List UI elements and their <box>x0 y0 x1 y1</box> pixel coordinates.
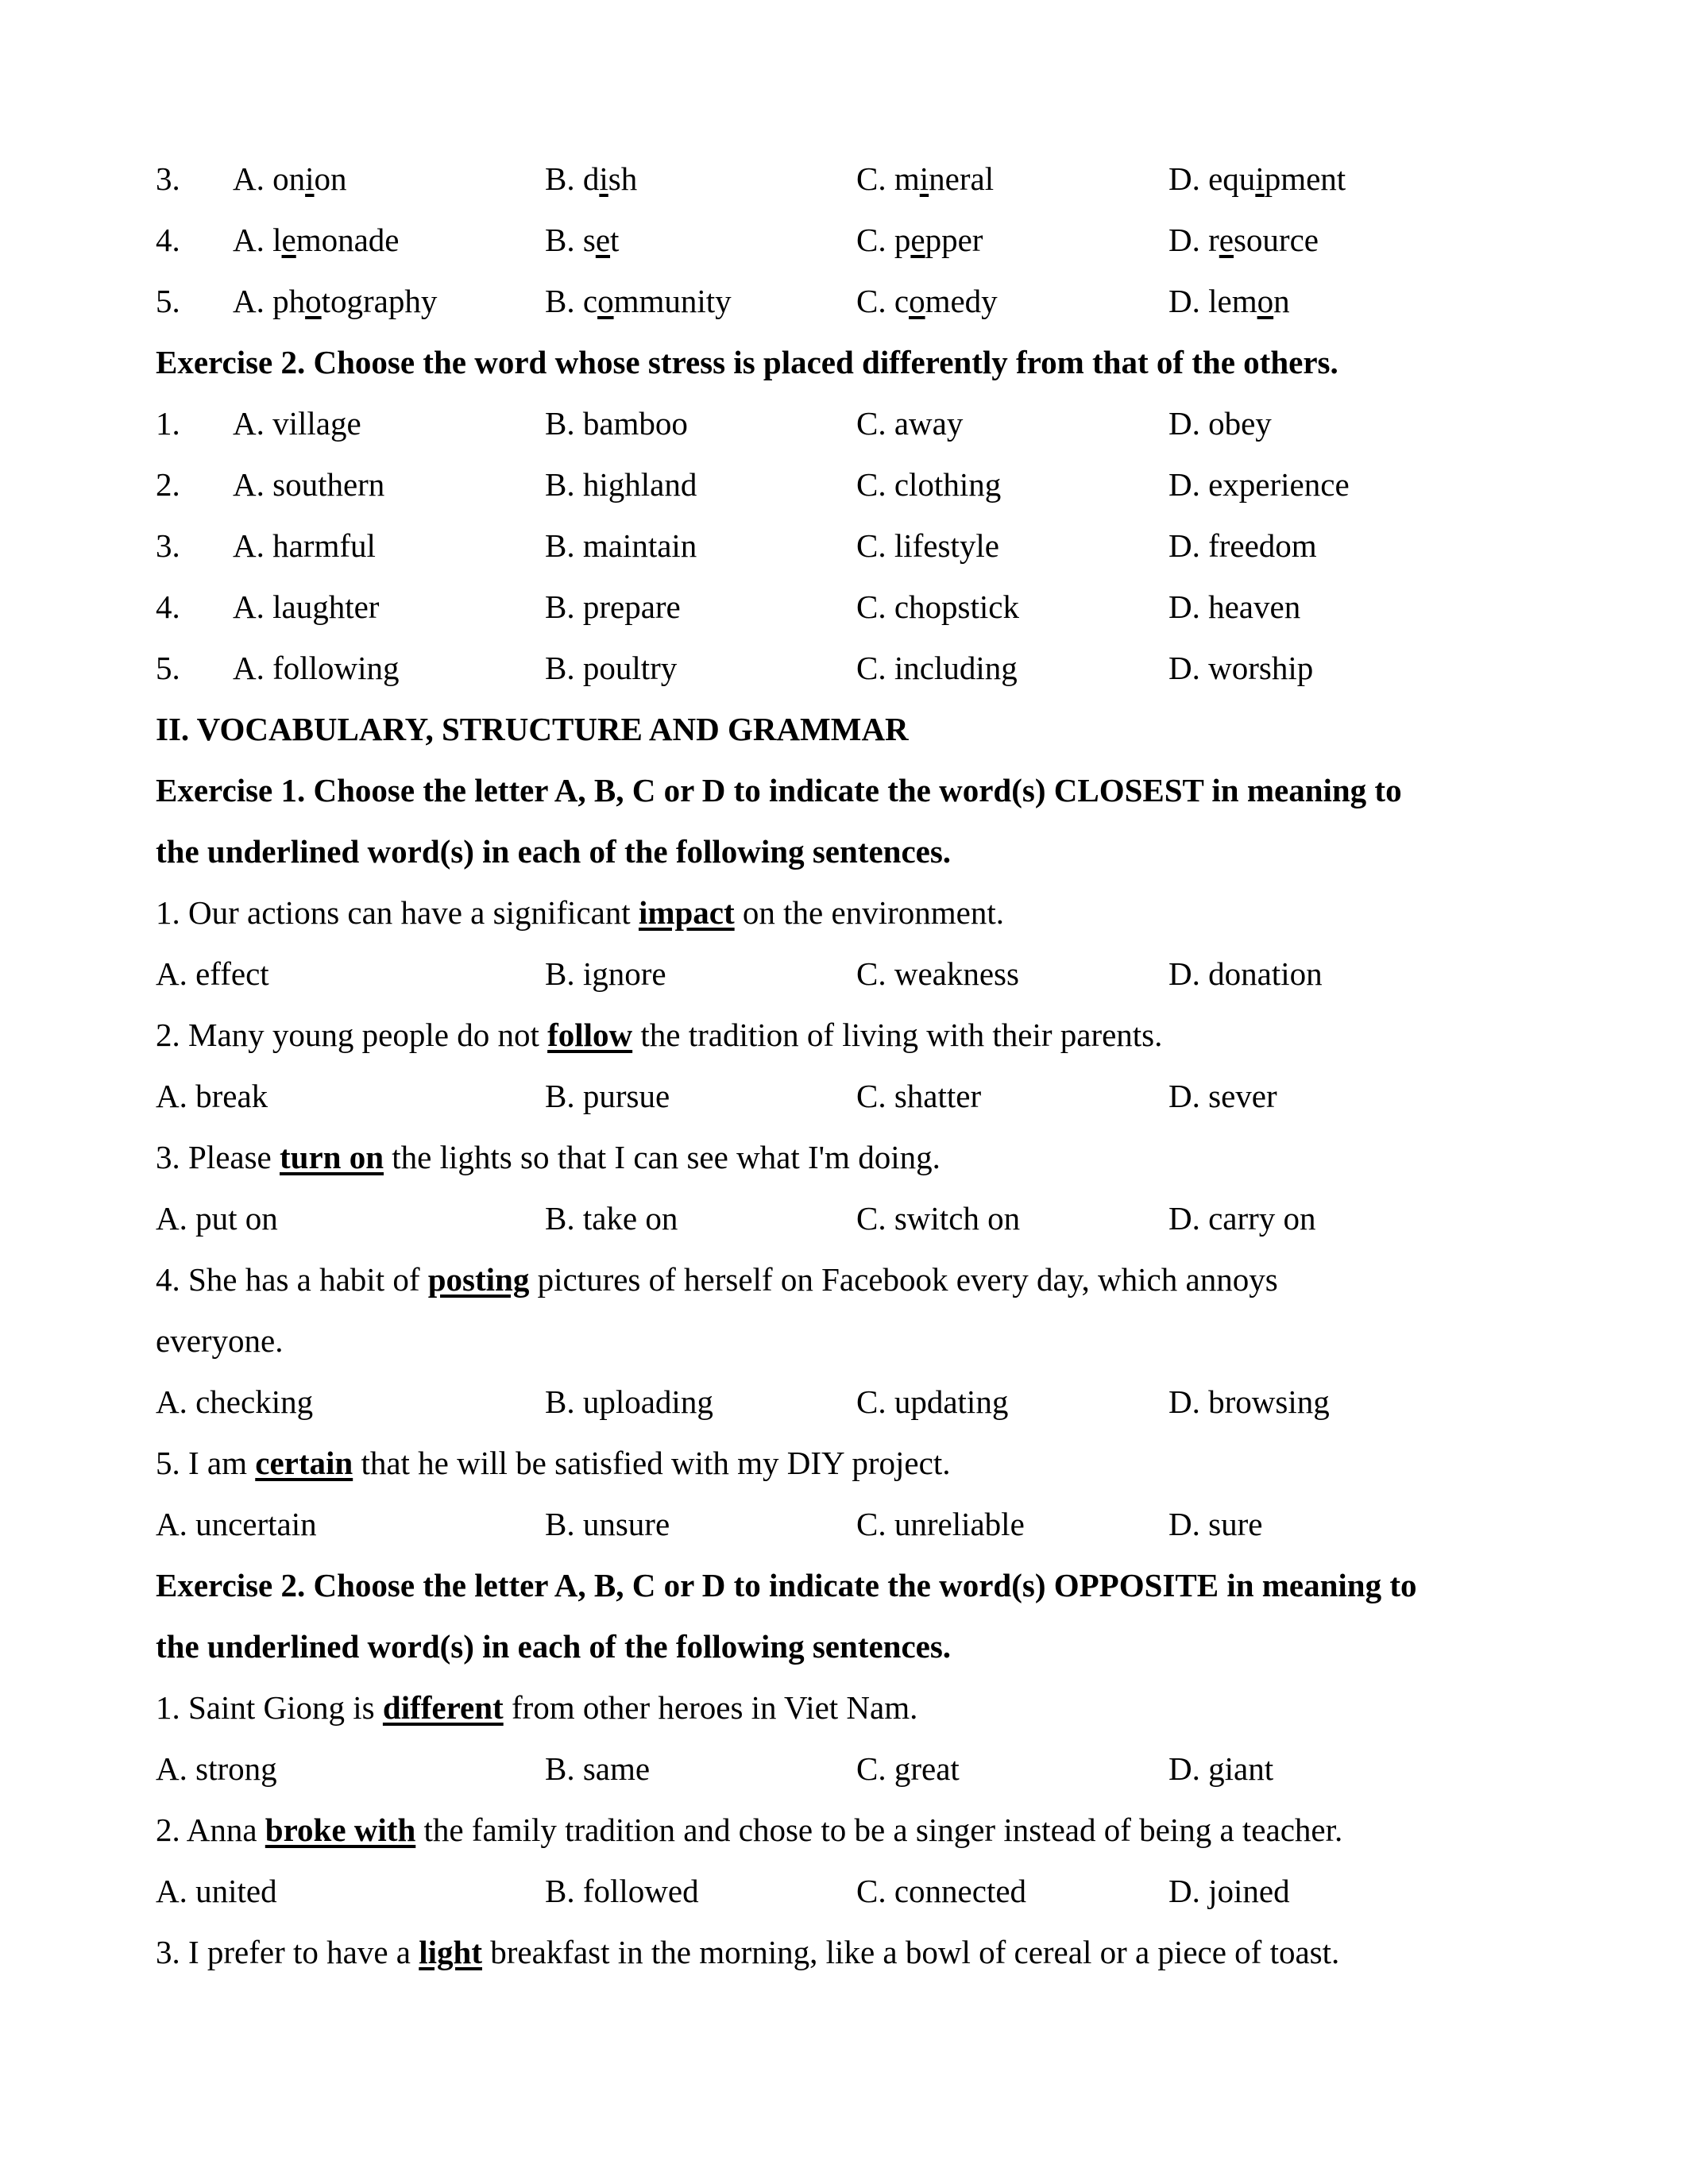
underlined-keyword: posting <box>427 1261 530 1298</box>
option-c: C. great <box>856 1750 960 1787</box>
pronunciation-item-3 <box>156 149 1570 210</box>
option-d: D. joined <box>1168 1873 1290 1909</box>
option-a: A. southern <box>233 466 385 503</box>
option-c: C. updating <box>856 1383 1009 1420</box>
answer-options <box>156 1188 1570 1249</box>
item-number: 5. <box>156 650 180 686</box>
option-d: D. obey <box>1168 405 1272 442</box>
option-a: A. united <box>156 1873 277 1909</box>
option-a: A. laughter <box>233 588 380 625</box>
question-sentence: 2. Anna broke with the family tradition and chose to be a singer instead of being a teacher. <box>156 1812 1343 1848</box>
option-a: A. photography <box>233 283 438 319</box>
option-b: B. prepare <box>545 588 681 625</box>
option-b: B. same <box>545 1750 651 1787</box>
option-c: C. weakness <box>856 955 1019 992</box>
option-d: D. heaven <box>1168 588 1301 625</box>
option-b: B. unsure <box>545 1506 670 1542</box>
stress-item-3 <box>156 515 1570 577</box>
underlined-keyword: follow <box>547 1017 633 1053</box>
option-a: A. uncertain <box>156 1506 317 1542</box>
option-b: B. poultry <box>545 650 678 686</box>
option-a: A. put on <box>156 1200 278 1237</box>
option-b: B. ignore <box>545 955 666 992</box>
exercise-heading-continued: the underlined word(s) in each of the following sentences. <box>156 1628 952 1665</box>
answer-options <box>156 1738 1570 1800</box>
option-c: C. unreliable <box>856 1506 1025 1542</box>
option-a: A. harmful <box>233 527 376 564</box>
item-number: 1. <box>156 405 180 442</box>
item-number: 5. <box>156 283 180 319</box>
option-c: C. clothing <box>856 466 1002 503</box>
option-d: D. giant <box>1168 1750 1274 1787</box>
option-a: A. onion <box>233 160 347 197</box>
option-d: D. sever <box>1168 1078 1277 1114</box>
option-c: C. switch on <box>856 1200 1021 1237</box>
underlined-keyword: certain <box>255 1445 353 1481</box>
option-d: D. equipment <box>1168 160 1346 197</box>
option-b: B. set <box>545 222 620 258</box>
item-number: 4. <box>156 222 180 258</box>
option-c: C. comedy <box>856 283 998 319</box>
option-a: A. village <box>233 405 361 442</box>
underlined-keyword: different <box>382 1689 504 1726</box>
exercise-heading: Exercise 2. Choose the word whose stress is placed differently from that of the others. <box>156 344 1338 380</box>
question-sentence: 1. Our actions can have a significant impact on the environment. <box>156 894 1004 931</box>
option-c: C. away <box>856 405 964 442</box>
stress-item-1 <box>156 393 1570 454</box>
exercise-heading: Exercise 1. Choose the letter A, B, C or D to indicate the word(s) CLOSEST in meaning to <box>156 772 1402 808</box>
option-c: C. mineral <box>856 160 995 197</box>
option-b: B. uploading <box>545 1383 713 1420</box>
exercise-heading-continued: the underlined word(s) in each of the following sentences. <box>156 833 952 870</box>
question-sentence: 2. Many young people do not follow the tradition of living with their parents. <box>156 1017 1163 1053</box>
option-c: C. pepper <box>856 222 983 258</box>
stress-item-2 <box>156 454 1570 515</box>
option-b: B. dish <box>545 160 638 197</box>
option-a: A. lemonade <box>233 222 400 258</box>
underlined-keyword: light <box>419 1934 482 1970</box>
option-a: A. strong <box>156 1750 277 1787</box>
option-b: B. highland <box>545 466 697 503</box>
question-sentence: 3. Please turn on the lights so that I can see what I'm doing. <box>156 1139 941 1175</box>
underlined-keyword: turn on <box>280 1139 384 1175</box>
option-d: D. browsing <box>1168 1383 1330 1420</box>
item-number: 2. <box>156 466 180 503</box>
answer-options <box>156 943 1570 1005</box>
option-a: A. checking <box>156 1383 314 1420</box>
option-c: C. connected <box>856 1873 1027 1909</box>
underlined-keyword: impact <box>638 894 735 931</box>
option-d: D. experience <box>1168 466 1350 503</box>
option-b: B. followed <box>545 1873 699 1909</box>
option-d: D. carry on <box>1168 1200 1316 1237</box>
exercise-heading: Exercise 2. Choose the letter A, B, C or D to indicate the word(s) OPPOSITE in meaning to <box>156 1567 1417 1603</box>
pronunciation-item-4 <box>156 210 1570 271</box>
section-title: II. VOCABULARY, STRUCTURE AND GRAMMAR <box>156 711 909 747</box>
option-c: C. lifestyle <box>856 527 999 564</box>
answer-options <box>156 1494 1570 1555</box>
answer-options <box>156 1861 1570 1922</box>
option-d: D. sure <box>1168 1506 1263 1542</box>
option-c: C. shatter <box>856 1078 982 1114</box>
question-sentence: 3. I prefer to have a light breakfast in the morning, like a bowl of cereal or a piece of toast. <box>156 1934 1340 1970</box>
option-d: D. resource <box>1168 222 1319 258</box>
stress-item-4 <box>156 577 1570 638</box>
question-sentence-continued: everyone. <box>156 1322 284 1359</box>
pronunciation-item-5 <box>156 271 1570 332</box>
option-c: C. including <box>856 650 1018 686</box>
option-b: B. bamboo <box>545 405 688 442</box>
option-b: B. community <box>545 283 732 319</box>
item-number: 3. <box>156 160 180 197</box>
option-b: B. take on <box>545 1200 678 1237</box>
option-d: D. lemon <box>1168 283 1290 319</box>
answer-options <box>156 1372 1570 1433</box>
option-d: D. donation <box>1168 955 1323 992</box>
underlined-keyword: broke with <box>265 1812 416 1848</box>
item-number: 3. <box>156 527 180 564</box>
option-b: B. pursue <box>545 1078 670 1114</box>
option-d: D. freedom <box>1168 527 1317 564</box>
answer-options <box>156 1066 1570 1127</box>
question-sentence: 1. Saint Giong is different from other heroes in Viet Nam. <box>156 1689 918 1726</box>
question-sentence: 5. I am certain that he will be satisfied with my DIY project. <box>156 1445 951 1481</box>
option-a: A. effect <box>156 955 269 992</box>
question-sentence: 4. She has a habit of posting pictures of herself on Facebook every day, which annoys <box>156 1261 1278 1298</box>
option-b: B. maintain <box>545 527 697 564</box>
worksheet-page <box>156 149 1570 1983</box>
option-d: D. worship <box>1168 650 1314 686</box>
stress-item-5 <box>156 638 1570 699</box>
option-a: A. break <box>156 1078 268 1114</box>
option-a: A. following <box>233 650 400 686</box>
item-number: 4. <box>156 588 180 625</box>
option-c: C. chopstick <box>856 588 1019 625</box>
